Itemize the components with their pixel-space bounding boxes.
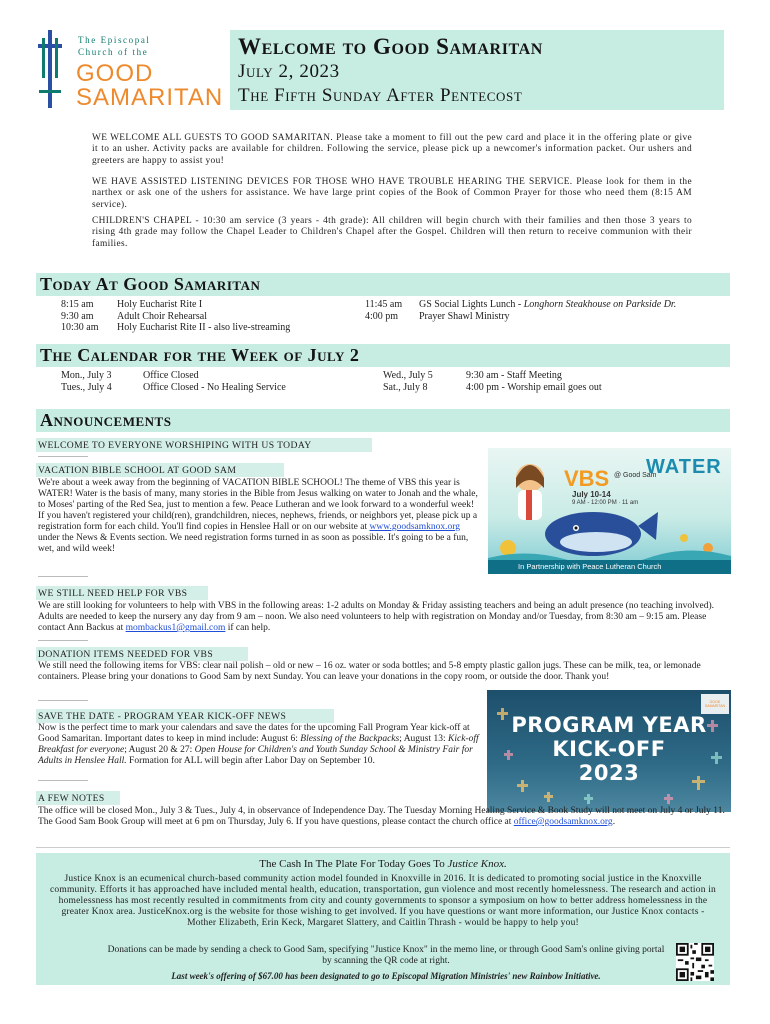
divider	[38, 780, 88, 781]
page-title: Welcome to Good Samaritan	[238, 34, 543, 59]
cash-donate-info: Donations can be made by sending a check to Good Sam, specifying "Justice Knox" in the memo line, or through Good Sam's online giving portal by scanning the QR code at right.	[107, 945, 665, 966]
divider	[36, 847, 730, 848]
vbs-label: VACATION BIBLE SCHOOL AT GOOD SAM	[38, 465, 237, 476]
vbs-poster-footer: In Partnership with Peace Lutheran Church	[488, 560, 731, 574]
notes-body: The office will be closed Mon., July 3 & Tues., July 4, in observance of Independence Day. The Tuesday Morning Healing Service & Book Study will not meet on July 4 or July 11. The Good Sam Book Group will meet at 6 pm on Thursday, July 6. If you have questions, please contact the church office at office@goodsamknox.org.	[38, 806, 725, 827]
church-logo	[36, 30, 226, 110]
vbs-help-label: WE STILL NEED HELP FOR VBS	[38, 588, 188, 599]
schedule-row: 10:30 am Holy Eucharist Rite II - also live-streaming	[61, 322, 291, 333]
schedule-row: 4:00 pm Prayer Shawl Ministry	[365, 310, 510, 322]
welcome-label: WELCOME TO EVERYONE WORSHIPING WITH US TODAY	[38, 440, 312, 451]
schedule-row: 11:45 am GS Social Lights Lunch - Longhorn Steakhouse on Parkside Dr.	[365, 299, 677, 310]
today-left-list	[61, 299, 361, 334]
office-email-link[interactable]: office@goodsamknox.org	[513, 817, 613, 827]
calendar-row: Wed., July 5 9:30 am - Staff Meeting	[383, 370, 562, 381]
calendar-heading: The Calendar for the Week of July 2	[36, 344, 730, 367]
intro-welcome: WE WELCOME ALL GUESTS TO GOOD SAMARITAN. Please take a moment to fill out the pew card and place it in the offering plate or give it to an usher. Activity packs are available for children. Following the service, please pick up a newcomer's information packet. Our ushers and greeters are happy to assist you!	[92, 133, 692, 166]
vbs-poster-at: @ Good Sam	[614, 472, 657, 479]
service-subtitle: The Fifth Sunday After Pentecost	[238, 85, 523, 106]
poster-logo: GOOD SAMARITAN	[704, 700, 726, 708]
intro-childrens-chapel: CHILDREN'S CHAPEL - 10:30 am service (3 years - 4th grade): All children will begin church with their families and then those 3 years to rising 4th grade may follow the Chapel Leader to Children's Chapel after the Gospel. Children will then return to receive communion with their families.	[92, 216, 692, 249]
vbs-help-body: We are still looking for volunteers to help with VBS in the following areas: 1-2 adults on Monday & Friday assisting teachers and being an adult presence (no teaching involved). Adults are needed to keep the nursery any day from 9 am – noon. We also need volunteers to help with registration on Monday and/or Tuesday, from 8:30 am – 9:15 am. Please contact Ann Backus at mombackus1@gmail.com if can help.	[38, 601, 715, 633]
calendar-left-list	[61, 370, 361, 393]
vbs-poster-water: WATER	[646, 456, 722, 478]
program-year-line-3: 2023	[578, 761, 640, 785]
intro-listening: WE HAVE ASSISTED LISTENING DEVICES FOR THOSE WHO HAVE TROUBLE HEARING THE SERVICE. Please look for them in the narthex or ask one of the ushers for assistance. We have large print copies of the Book of Common Prayer for those who need them (8:15 AM service).	[92, 177, 692, 210]
notes-label: A FEW NOTES	[38, 793, 105, 804]
today-right-list	[365, 299, 735, 322]
vbs-body: We're about a week away from the beginning of VACATION BIBLE SCHOOL! The theme of VBS this year is WATER! Water is the basis of many, many stories in the Bible from Jesus walking on water to Jonah and the whale, to Moses' parting of the Red Sea, just to mention a few. Peace Lutheran and we look forward to a wonderful week! If you haven't registered your child(ren), grandchildren, nieces, nephews, friends, or neighbors yet, please pick up a registration form for each child. You'll find copies in Henslee Hall or on our website at www.goodsamknox.org under the News & Events section. We need registration forms turned in as soon as possible. It's going to be a fun, wet, and wild week!	[38, 478, 478, 554]
donation-body: We still need the following items for VBS: clear nail polish – old or new – 16 oz. water or soda bottles; and 5-8 empty plastic gallon jugs. These can be milk, tea, or lemonade containers. Please bring your donations to Good Sam by next Sunday. You can leave your donations in the copy room, or outside the door. Thank you!	[38, 661, 701, 682]
program-year-line-2: KICK-OFF	[552, 737, 666, 761]
service-date: July 2, 2023	[238, 61, 340, 82]
qr-code-icon[interactable]	[676, 943, 714, 981]
email-link[interactable]: mombackus1@gmail.com	[125, 623, 226, 633]
vbs-poster-title: VBS	[564, 466, 610, 491]
announcements-heading: Announcements	[36, 409, 730, 432]
logo-line-4: SAMARITAN	[76, 84, 224, 111]
cash-title: The Cash In The Plate For Today Goes To Justice Knox.	[259, 858, 507, 870]
save-date-body: Now is the perfect time to mark your calendars and save the dates for the upcoming Fall Program Year kick-off at Good Samaritan. Important dates to keep in mind include: August 6: Blessing of the Backpacks; August 13: Kick-off Breakfast for everyone; August 20 & 27: Open House for Children's and Youth Sunday School & Ministry Fair for Adults in Henslee Hall. Formation for ALL will begin after Labor Day on September 10.	[38, 723, 479, 766]
save-date-label: SAVE THE DATE - PROGRAM YEAR KICK-OFF NEWS	[38, 711, 287, 722]
header-banner	[230, 30, 724, 110]
logo-line-1: The Episcopal	[78, 35, 151, 45]
logo-line-2: Church of the	[78, 47, 149, 57]
today-heading: Today At Good Samaritan	[36, 273, 730, 296]
calendar-row: Tues., July 4 Office Closed - No Healing Service	[61, 381, 286, 393]
vbs-poster-dates: July 10-14 9 AM - 12:00 PM · 11 am	[572, 490, 639, 506]
divider	[38, 700, 88, 701]
divider	[38, 640, 88, 641]
cross-icon	[38, 30, 64, 108]
schedule-row: 9:30 am Adult Choir Rehearsal	[61, 310, 207, 322]
schedule-row: 8:15 am Holy Eucharist Rite I	[61, 299, 203, 310]
cash-body: Justice Knox is an ecumenical church-based community action model founded in Knoxville in 2016. It is dedicated to promoting social justice in the Knoxville community. Efforts it has approached have included mental health, education, transportation, gun violence and most recently homelessness. The research and action in homelessness has most recently resulted in commitments from city and county governments to sponsor a symposium on how to better address homelessness in the greater Knox area. JusticeKnox.org is the website for those wishing to get involved. If you have questions or want more information, our Justice Knox contacts - Mother Elizabeth, Erin Keck, Margaret Slattery, and Caitlin Thrash - would be happy to help you!	[49, 874, 717, 928]
last-week-offering: Last week's offering of $67.00 has been designated to go to Episcopal Migration Ministries' new Rainbow Initiative.	[171, 971, 601, 981]
calendar-row: Mon., July 3 Office Closed	[61, 370, 199, 381]
program-year-line-1: PROGRAM YEAR	[511, 713, 707, 737]
logo-line-3: GOOD	[76, 60, 154, 87]
divider	[38, 576, 88, 577]
divider	[38, 456, 88, 457]
cash-in-plate-box	[36, 853, 730, 985]
donation-label: DONATION ITEMS NEEDED FOR VBS	[38, 649, 214, 660]
program-year-poster-image	[487, 690, 731, 812]
website-link[interactable]: www.goodsamknox.org	[369, 522, 461, 532]
vbs-poster-image	[488, 448, 731, 574]
calendar-right-list	[383, 370, 733, 393]
calendar-row: Sat., July 8 4:00 pm - Worship email goes out	[383, 381, 602, 393]
